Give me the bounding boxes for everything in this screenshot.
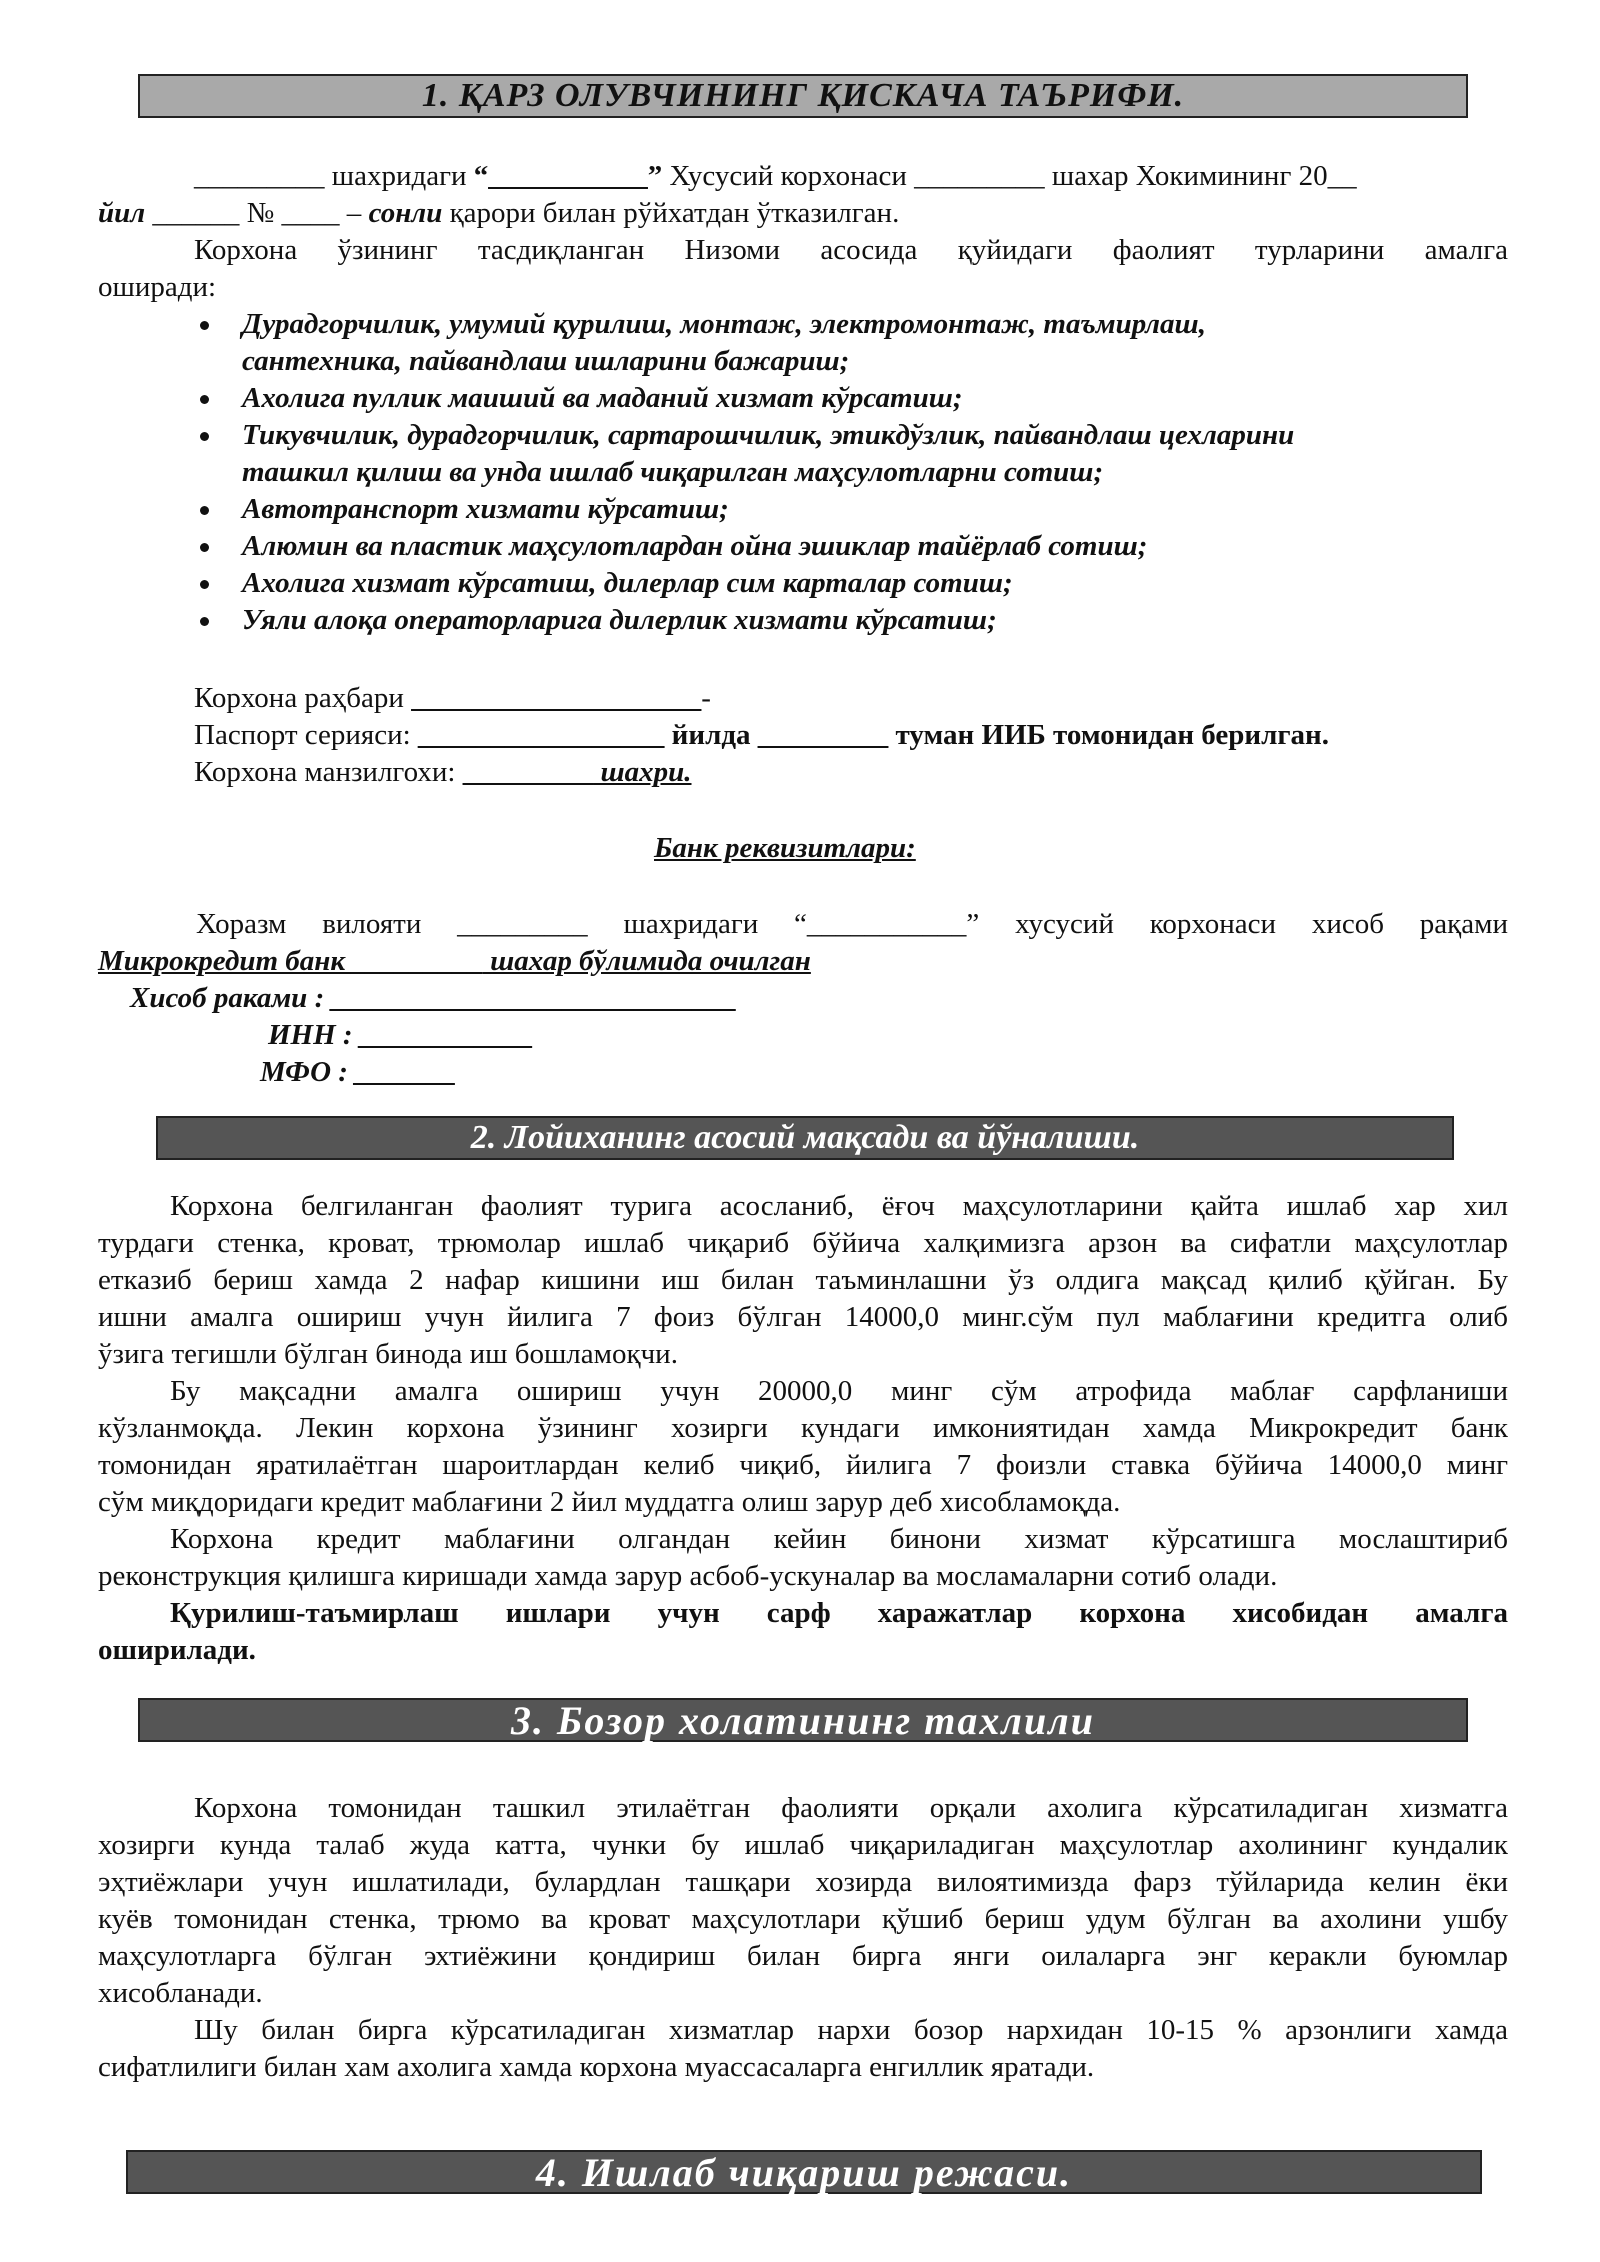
paragraph-line: эҳтиёжлари учун ишлатилади, булардлан ташқари хозирда вилоятимизда фарз тўйларида келин ёки (98, 1866, 1508, 1898)
paragraph-line: Шу билан бирга кўрсатиладиган хизматлар нархи бозор нархидан 10-15 % арзонлиги хамда (194, 2014, 1508, 2046)
text: йилда (664, 719, 758, 751)
paragraph-line-bold: Қурилиш-таъмирлаш ишлари учун сарф харажатлар корхона хисобидан амалга (170, 1597, 1508, 1629)
address-city-suffix: шахри. (593, 756, 692, 788)
section-3-title: 3. Бозор холатининг тахлили (511, 1697, 1095, 1743)
section-2-header (156, 1116, 1454, 1160)
passport-line (194, 717, 1329, 754)
paragraph-line: Бу мақсадни амалга ошириш учун 20000,0 минг сўм атрофида маблағ сарфланиши (170, 1375, 1508, 1407)
bullet-dot (200, 432, 209, 441)
activity-item: Ахолига хизмат кўрсатиш, дилерлар сим карталар сотиш; (242, 567, 1013, 599)
paragraph-line: Корхона томонидан ташкил этилаётган фаолияти орқали ахолига кўрсатиладиган хизматга (194, 1792, 1508, 1824)
paragraph-line: хисобланади. (98, 1977, 263, 2009)
company-head-blank: ____________________ (411, 682, 702, 714)
paragraph-line: томонидан яратилаётган шароитлардан келиб чиқиб, йилига 7 фоизли ставка бўйича 14000,0 минг (98, 1449, 1508, 1481)
company-name-blank: “___________” (473, 160, 663, 192)
section-2-title: 2. Лойиханинг асосий мақсади ва йўналиши. (470, 1119, 1140, 1156)
paragraph-line: Корхона кредит маблағини олгандан кейин бинони хизмат кўрсатишга мослаштириб (170, 1523, 1508, 1555)
paragraph-line: куёв томонидан стенка, трюмо ва кроват маҳсулотлари қўшиб бериш удум бўлган ва ахолини ушбу (98, 1903, 1508, 1935)
year-word: йил (98, 197, 146, 229)
inn-label: ИНН : (268, 1019, 360, 1051)
inn-blank: ____________ (359, 1019, 534, 1051)
activity-item: Ахолига пуллик маиший ва маданий хизмат кўрсатиш; (242, 382, 963, 414)
activity-item: Алюмин ва пластик маҳсулотлардан ойна эшиклар тайёрлаб сотиш; (242, 530, 1148, 562)
passport-blank: _________________ (417, 719, 665, 751)
paragraph-line: хозирги кунда талаб жуда катта, чунки бу ишлаб чиқариладиган маҳсулотлар ахолининг кундалик (98, 1829, 1508, 1861)
bullet-dot (200, 395, 209, 404)
bank-line-2 (98, 943, 811, 980)
activity-item-continued: ташкил қилиш ва унда ишлаб чиқарилган маҳсулотларни сотиш; (242, 456, 1104, 488)
activity-item: Автотранспорт хизмати кўрсатиш; (242, 493, 729, 525)
mfo-label: МФО : (260, 1056, 356, 1088)
bullet-dot (200, 580, 209, 589)
paragraph-line-bold: оширилади. (98, 1634, 256, 1666)
paragraph-line: маҳсулотларга бўлган эхтиёжини қондириш билан бирга янги оилаларга энг керакли буюмлар (98, 1940, 1508, 1972)
paragraph-line: етказиб бериш хамда 2 нафар кишини иш билан таъминлашни ўз олдига мақсад қилиб қўйган. Бу (98, 1264, 1508, 1296)
section-1-title: 1. ҚАРЗ ОЛУВЧИНИНГ ҚИСКАЧА ТАЪРИФИ. (421, 77, 1185, 114)
text: шахар Хокимининг 20__ (1044, 160, 1357, 192)
paragraph-line: реконструкция қилишга киришади хамда зарур асбоб-ускуналар ва мосламаларни сотиб олади. (98, 1560, 1278, 1592)
passport-label: Паспорт серияси: (194, 719, 418, 751)
bank-requisites-title: Банк реквизитлари: (654, 832, 916, 864)
activities-intro-line-1: Корхона ўзининг тасдиқланган Низоми асосида қуйидаги фаолият турларини амалга (194, 234, 1508, 266)
paragraph-line: ишни амалга ошириш учун йилига 7 фоиз бўлган 14000,0 минг.сўм пул маблағини кредитга олиб (98, 1301, 1508, 1333)
activity-item: Уяли алоқа операторларига дилерлик хизмати кўрсатиш; (242, 604, 997, 636)
bullet-dot (200, 321, 209, 330)
bullet-dot (200, 617, 209, 626)
text: қарори билан рўйхатдан ўтказилган. (442, 197, 900, 229)
branch-blank: _________ (352, 945, 483, 977)
date-blank: ______ (145, 197, 240, 229)
address-line (194, 754, 692, 791)
paragraph-line: кўзланмоқда. Лекин корхона ўзининг хозирги кундаги имкониятидан хамда Микрокредит банк (98, 1412, 1508, 1444)
bullet-dot (200, 543, 209, 552)
activities-intro-line-2: оширади: (98, 271, 217, 303)
account-line (130, 980, 737, 1017)
account-label: Хисоб раками : (130, 982, 332, 1014)
activity-item: Тикувчилик, дурадгорчилик, сартарошчилик, этикдўзлик, пайвандлаш цехларини (242, 419, 1295, 451)
inn-line (268, 1017, 534, 1054)
section-3-header (138, 1698, 1468, 1742)
mfo-blank: _______ (355, 1056, 457, 1088)
city-blank: _________ (194, 160, 325, 192)
section-1-header (138, 74, 1468, 118)
text: Хусусий корхонаси (662, 160, 915, 192)
district-blank: _________ (757, 719, 889, 751)
activity-item-continued: сантехника, пайвандлаш ишларини бажариш; (242, 345, 850, 377)
number-blank: № ____ – (239, 197, 369, 229)
paragraph-line: турдаги стенка, кроват, трюмолар ишлаб чиқариб бўйича халқимизга арзон ва сифатли маҳсулотлар (98, 1227, 1508, 1259)
registration-line-1 (194, 158, 1357, 195)
company-head-line (194, 680, 711, 717)
bullet-dot (200, 506, 209, 515)
paragraph-line: сўм миқдоридаги кредит маблағини 2 йил муддатга олиш зарур деб хисобламоқда. (98, 1486, 1121, 1518)
registration-line-2 (98, 195, 899, 232)
activity-item: Дурадгорчилик, умумий қурилиш, монтаж, электромонтаж, таъмирлаш, (242, 308, 1206, 340)
paragraph-line: ўзига тегишли бўлган бинода иш бошламоқчи. (98, 1338, 678, 1370)
account-blank: ____________________________ (331, 982, 738, 1014)
text: шахар бўлимида очилган (482, 945, 811, 977)
sonli-word: сонли (368, 197, 443, 229)
text: Микрокредит банк (98, 945, 353, 977)
text: - (701, 682, 711, 714)
paragraph-line: сифатлилиги билан хам ахолига хамда корхона муассасаларга енгиллик яратади. (98, 2051, 1095, 2083)
paragraph-line: Корхона белгиланган фаолият турига асосланиб, ёғоч маҳсулотларини қайта ишлаб хар хил (170, 1190, 1508, 1222)
text: туман ИИБ томонидан берилган. (888, 719, 1330, 751)
text: шахридаги (324, 160, 474, 192)
section-4-header (126, 2150, 1482, 2194)
company-head-label: Корхона раҳбари (194, 682, 412, 714)
address-blank: _________ (462, 756, 594, 788)
bank-line-1: Хоразм вилояти _________ шахридаги “___________” хусусий корхонаси хисоб рақами (196, 908, 1508, 940)
address-label: Корхона манзилгохи: (194, 756, 463, 788)
mfo-line (260, 1054, 457, 1091)
section-4-title: 4. Ишлаб чиқариш режаси. (535, 2149, 1073, 2195)
city-blank-2: _________ (914, 160, 1045, 192)
